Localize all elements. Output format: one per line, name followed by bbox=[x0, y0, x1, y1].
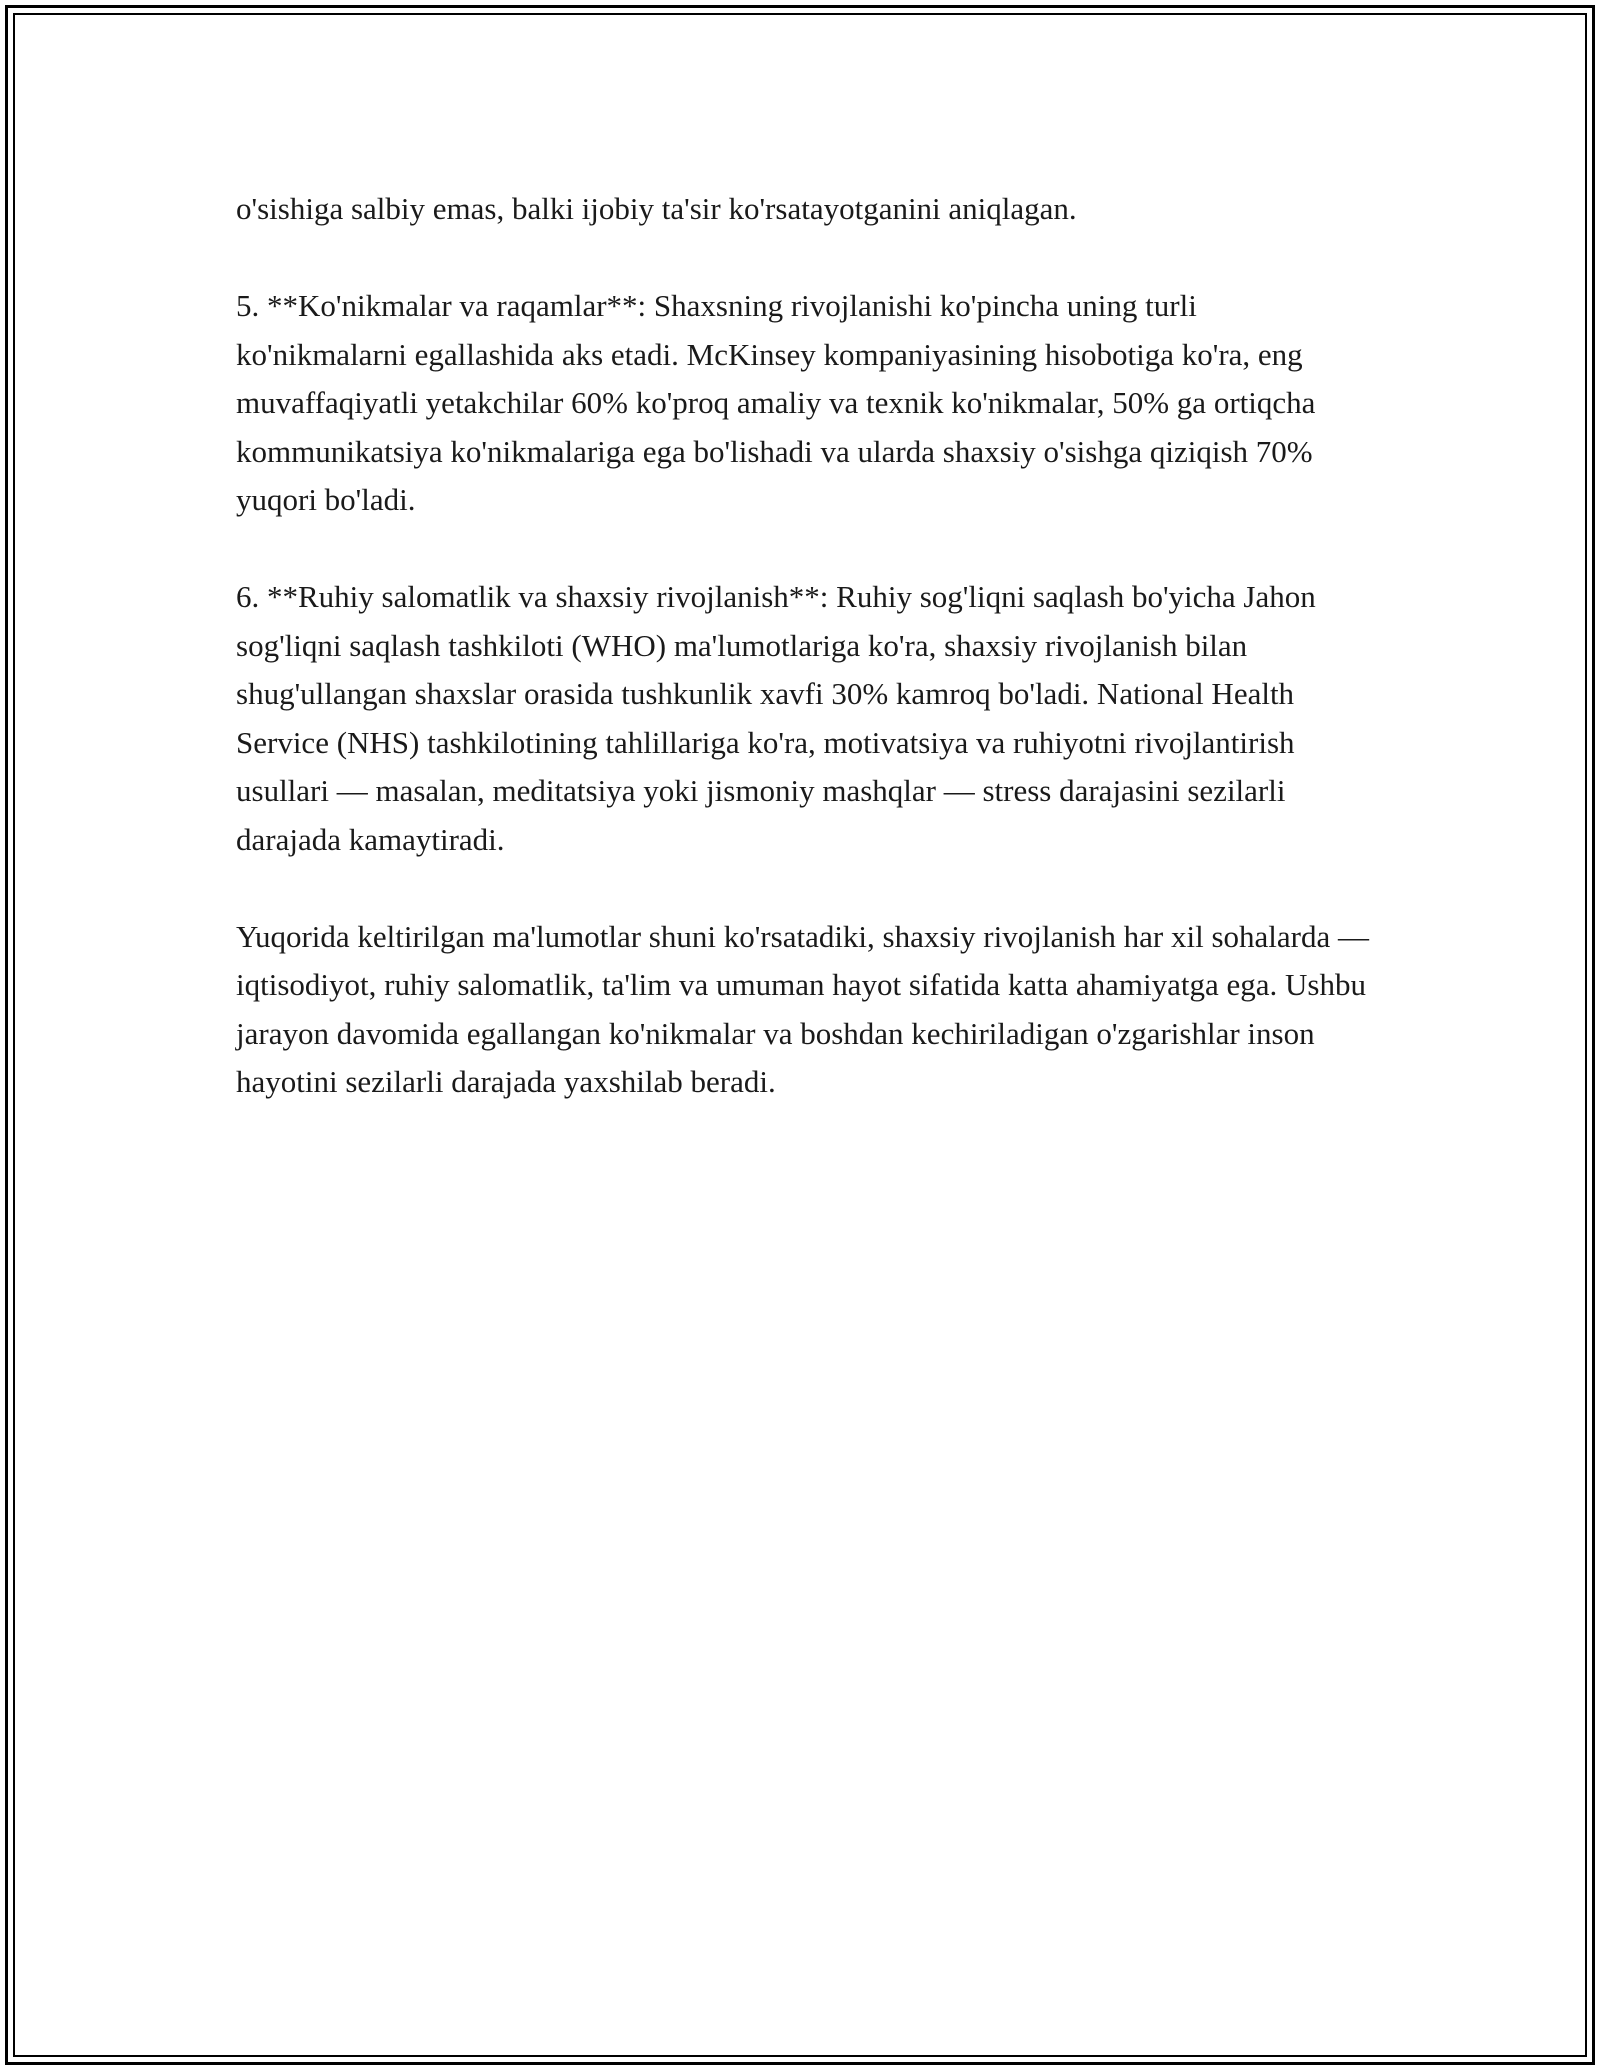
paragraph-continuation: o'sishiga salbiy emas, balki ijobiy ta'sir ko'rsatayotganini aniqlagan. bbox=[236, 191, 1077, 226]
paragraph-conclusion: Yuqorida keltirilgan ma'lumotlar shuni ko'rsatadiki, shaxsiy rivojlanish har xil sohalarda — iqtisodiyot, ruhiy salomatlik, ta'lim va umuman hayot sifatida katta ahamiyatga ega. Ushbu jarayon davomida egallangan ko'nikmalar va boshdan kechiriladigan o'zgarishlar inson hayotini sezilarli darajada yaxshilab beradi. bbox=[236, 918, 1369, 1099]
document-body bbox=[236, 185, 1371, 1155]
paragraph-skills-and-numbers: 5. **Ko'nikmalar va raqamlar**: Shaxsning rivojlanishi ko'pincha uning turli ko'nikmalarni egallashida aks etadi. McKinsey kompaniyasining hisobotiga ko'ra, eng muvaffaqiyatli yetakchilar 60% ko'proq amaliy va texnik ko'nikmalar, 50% ga ortiqcha kommunikatsiya ko'nikmalariga ega bo'lishadi va ularda shaxsiy o'sishga qiziqish 70% yuqori bo'ladi. bbox=[236, 288, 1316, 517]
paragraph-mental-health: 6. **Ruhiy salomatlik va shaxsiy rivojlanish**: Ruhiy sog'liqni saqlash bo'yicha Jahon sog'liqni saqlash tashkiloti (WHO) ma'lumotlariga ko'ra, shaxsiy rivojlanish bilan shug'ullangan shaxslar orasida tushkunlik xavfi 30% kamroq bo'ladi. National Health Service (NHS) tashkilotining tahlillariga ko'ra, motivatsiya va ruhiyotni rivojlantirish usullari — masalan, meditatsiya yoki jismoniy mashqlar — stress darajasini sezilarli darajada kamaytiradi. bbox=[236, 579, 1316, 857]
